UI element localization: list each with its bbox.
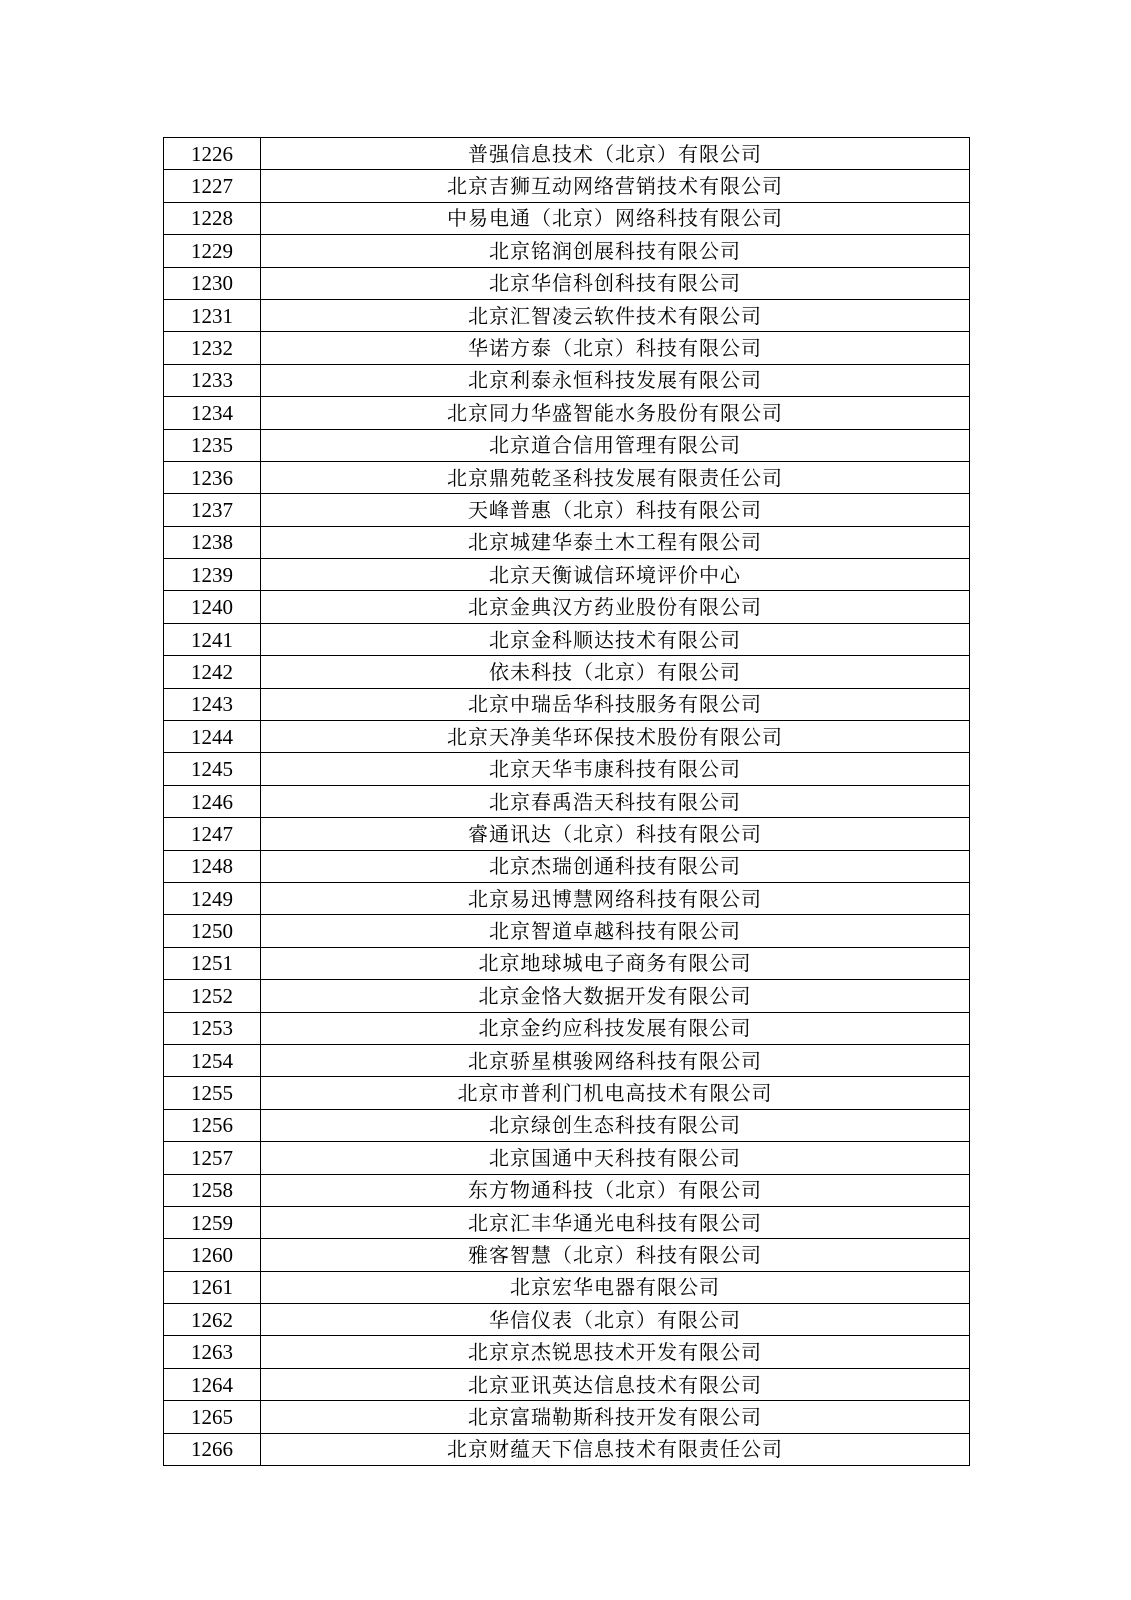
company-name: 北京汇丰华通光电科技有限公司 — [261, 1206, 970, 1238]
row-number: 1248 — [164, 850, 261, 882]
table-row — [164, 1206, 970, 1238]
company-name: 华信仪表（北京）有限公司 — [261, 1304, 970, 1336]
table-row — [164, 461, 970, 493]
company-name: 北京国通中天科技有限公司 — [261, 1142, 970, 1174]
row-number: 1263 — [164, 1336, 261, 1368]
table-row — [164, 850, 970, 882]
row-number: 1226 — [164, 138, 261, 170]
company-name: 北京汇智凌云软件技术有限公司 — [261, 299, 970, 331]
company-name: 北京宏华电器有限公司 — [261, 1271, 970, 1303]
row-number: 1234 — [164, 397, 261, 429]
row-number: 1249 — [164, 882, 261, 914]
table-row — [164, 656, 970, 688]
company-name: 北京城建华泰土木工程有限公司 — [261, 526, 970, 558]
row-number: 1251 — [164, 947, 261, 979]
row-number: 1265 — [164, 1401, 261, 1433]
row-number: 1233 — [164, 364, 261, 396]
table-row — [164, 202, 970, 234]
row-number: 1257 — [164, 1142, 261, 1174]
company-list-body — [164, 138, 970, 1466]
row-number: 1238 — [164, 526, 261, 558]
company-name: 北京华信科创科技有限公司 — [261, 267, 970, 299]
row-number: 1241 — [164, 623, 261, 655]
row-number: 1250 — [164, 915, 261, 947]
company-name: 北京亚讯英达信息技术有限公司 — [261, 1368, 970, 1400]
table-row — [164, 1304, 970, 1336]
table-row — [164, 332, 970, 364]
company-name: 雅客智慧（北京）科技有限公司 — [261, 1239, 970, 1271]
table-row — [164, 299, 970, 331]
table-row — [164, 1077, 970, 1109]
table-row — [164, 1012, 970, 1044]
row-number: 1229 — [164, 235, 261, 267]
row-number: 1259 — [164, 1206, 261, 1238]
company-name: 天峰普惠（北京）科技有限公司 — [261, 494, 970, 526]
table-row — [164, 1044, 970, 1076]
company-name: 北京易迅博慧网络科技有限公司 — [261, 882, 970, 914]
company-name: 北京骄星棋骏网络科技有限公司 — [261, 1044, 970, 1076]
row-number: 1255 — [164, 1077, 261, 1109]
row-number: 1246 — [164, 785, 261, 817]
table-row — [164, 947, 970, 979]
company-name: 东方物通科技（北京）有限公司 — [261, 1174, 970, 1206]
row-number: 1247 — [164, 818, 261, 850]
row-number: 1266 — [164, 1433, 261, 1465]
row-number: 1242 — [164, 656, 261, 688]
company-name: 中易电通（北京）网络科技有限公司 — [261, 202, 970, 234]
company-name: 北京智道卓越科技有限公司 — [261, 915, 970, 947]
row-number: 1236 — [164, 461, 261, 493]
row-number: 1262 — [164, 1304, 261, 1336]
company-name: 北京同力华盛智能水务股份有限公司 — [261, 397, 970, 429]
row-number: 1245 — [164, 753, 261, 785]
table-row — [164, 591, 970, 623]
table-row — [164, 980, 970, 1012]
company-name: 北京财蕴天下信息技术有限责任公司 — [261, 1433, 970, 1465]
table-row — [164, 235, 970, 267]
row-number: 1254 — [164, 1044, 261, 1076]
table-row — [164, 429, 970, 461]
table-row — [164, 623, 970, 655]
table-row — [164, 170, 970, 202]
row-number: 1258 — [164, 1174, 261, 1206]
row-number: 1237 — [164, 494, 261, 526]
row-number: 1264 — [164, 1368, 261, 1400]
company-name: 北京利泰永恒科技发展有限公司 — [261, 364, 970, 396]
row-number: 1228 — [164, 202, 261, 234]
company-name: 北京金科顺达技术有限公司 — [261, 623, 970, 655]
company-name: 北京地球城电子商务有限公司 — [261, 947, 970, 979]
company-name: 北京金典汉方药业股份有限公司 — [261, 591, 970, 623]
row-number: 1231 — [164, 299, 261, 331]
company-name: 北京中瑞岳华科技服务有限公司 — [261, 688, 970, 720]
company-name: 普强信息技术（北京）有限公司 — [261, 138, 970, 170]
company-name: 北京金约应科技发展有限公司 — [261, 1012, 970, 1044]
table-row — [164, 397, 970, 429]
table-row — [164, 688, 970, 720]
company-name: 北京京杰锐思技术开发有限公司 — [261, 1336, 970, 1368]
table-row — [164, 1433, 970, 1465]
row-number: 1243 — [164, 688, 261, 720]
company-name: 北京天衡诚信环境评价中心 — [261, 559, 970, 591]
company-name: 北京绿创生态科技有限公司 — [261, 1109, 970, 1141]
table-row — [164, 1174, 970, 1206]
table-row — [164, 882, 970, 914]
company-name: 北京市普利门机电高技术有限公司 — [261, 1077, 970, 1109]
table-row — [164, 526, 970, 558]
table-row — [164, 1142, 970, 1174]
row-number: 1232 — [164, 332, 261, 364]
row-number: 1256 — [164, 1109, 261, 1141]
row-number: 1240 — [164, 591, 261, 623]
table-row — [164, 494, 970, 526]
company-name: 北京金恪大数据开发有限公司 — [261, 980, 970, 1012]
table-row — [164, 1368, 970, 1400]
table-row — [164, 1401, 970, 1433]
row-number: 1227 — [164, 170, 261, 202]
company-name: 北京天华韦康科技有限公司 — [261, 753, 970, 785]
table-row — [164, 1336, 970, 1368]
table-row — [164, 785, 970, 817]
row-number: 1253 — [164, 1012, 261, 1044]
company-name: 北京天净美华环保技术股份有限公司 — [261, 721, 970, 753]
table-row — [164, 138, 970, 170]
table-row — [164, 1109, 970, 1141]
row-number: 1244 — [164, 721, 261, 753]
company-name: 北京富瑞勒斯科技开发有限公司 — [261, 1401, 970, 1433]
company-name: 北京道合信用管理有限公司 — [261, 429, 970, 461]
table-row — [164, 364, 970, 396]
row-number: 1260 — [164, 1239, 261, 1271]
table-row — [164, 818, 970, 850]
company-name: 北京吉狮互动网络营销技术有限公司 — [261, 170, 970, 202]
company-list-table — [163, 137, 970, 1466]
company-name: 华诺方泰（北京）科技有限公司 — [261, 332, 970, 364]
table-row — [164, 753, 970, 785]
company-name: 北京春禹浩天科技有限公司 — [261, 785, 970, 817]
company-name: 北京鼎苑乾圣科技发展有限责任公司 — [261, 461, 970, 493]
row-number: 1239 — [164, 559, 261, 591]
company-name: 北京铭润创展科技有限公司 — [261, 235, 970, 267]
row-number: 1235 — [164, 429, 261, 461]
row-number: 1252 — [164, 980, 261, 1012]
table-row — [164, 1271, 970, 1303]
company-name: 依未科技（北京）有限公司 — [261, 656, 970, 688]
table-row — [164, 267, 970, 299]
company-name: 北京杰瑞创通科技有限公司 — [261, 850, 970, 882]
company-name: 睿通讯达（北京）科技有限公司 — [261, 818, 970, 850]
row-number: 1261 — [164, 1271, 261, 1303]
table-row — [164, 915, 970, 947]
table-row — [164, 721, 970, 753]
table-row — [164, 559, 970, 591]
table-row — [164, 1239, 970, 1271]
row-number: 1230 — [164, 267, 261, 299]
